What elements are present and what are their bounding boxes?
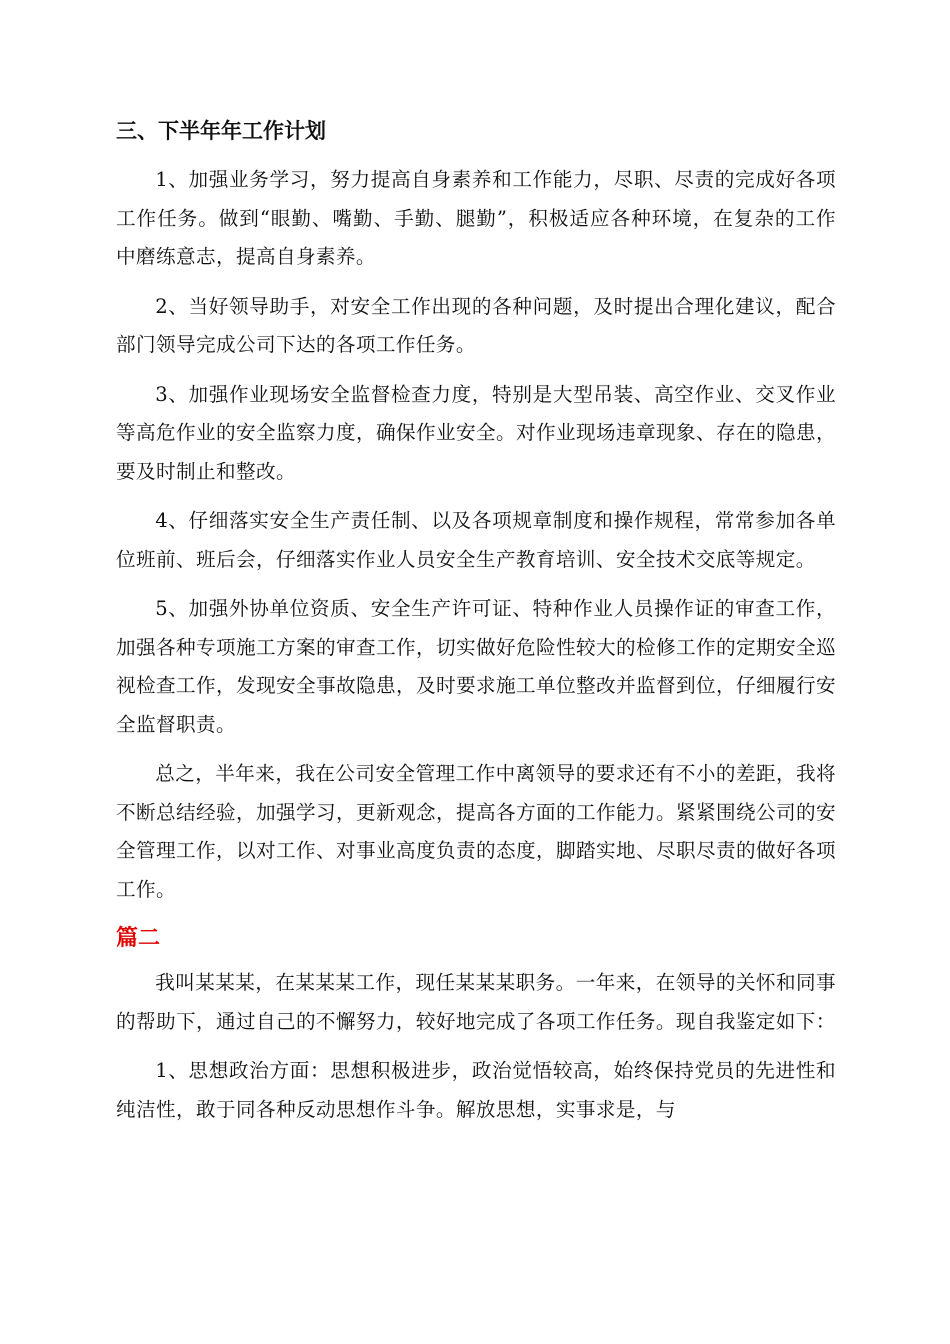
summary-paragraph: 总之，半年来，我在公司安全管理工作中离领导的要求还有不小的差距，我将不断总结经验，加强学习，更新观念，提高各方面的工作能力。紧紧围绕公司的安全管理工作，以对工作、对事业高度负责的态度，脚踏实地、尽职尽责的做好各项工作。 [116,762,836,901]
plan-item-2: 2、当好领导助手，对安全工作出现的各种问题，及时提出合理化建议，配合部门领导完成公司下达的各项工作任务。 [116,294,836,356]
plan-item-5: 5、加强外协单位资质、安全生产许可证、特种作业人员操作证的审查工作，加强各种专项施工方案的审查工作，切实做好危险性较大的检修工作的定期安全巡视检查工作，发现安全事故隐患，及时要求施工单位整改并监督到位，仔细履行安全监督职责。 [116,597,836,736]
part-two-item-1: 1、思想政治方面：思想积极进步，政治觉悟较高，始终保持党员的先进性和纯洁性，敢于同各种反动思想作斗争。解放思想，实事求是，与 [116,1059,836,1121]
part-two-heading: 篇二 [116,926,161,951]
plan-item-3: 3、加强作业现场安全监督检查力度，特别是大型吊装、高空作业、交叉作业等高危作业的安全监察力度，确保作业安全。对作业现场违章现象、存在的隐患，要及时制止和整改。 [116,382,836,483]
section-heading: 三、下半年年工作计划 [116,119,326,143]
plan-item-4: 4、仔细落实安全生产责任制、以及各项规章制度和操作规程，常常参加各单位班前、班后会，仔细落实作业人员安全生产教育培训、安全技术交底等规定。 [116,509,836,571]
document-body [116,112,836,1140]
part-two-intro: 我叫某某某，在某某某工作，现任某某某职务。一年来，在领导的关怀和同事的帮助下，通过自己的不懈努力，较好地完成了各项工作任务。现自我鉴定如下： [116,971,836,1033]
plan-item-1: 1、加强业务学习，努力提高自身素养和工作能力，尽职、尽责的完成好各项工作任务。做到“眼勤、嘴勤、手勤、腿勤”，积极适应各种环境，在复杂的工作中磨练意志，提高自身素养。 [116,168,836,268]
